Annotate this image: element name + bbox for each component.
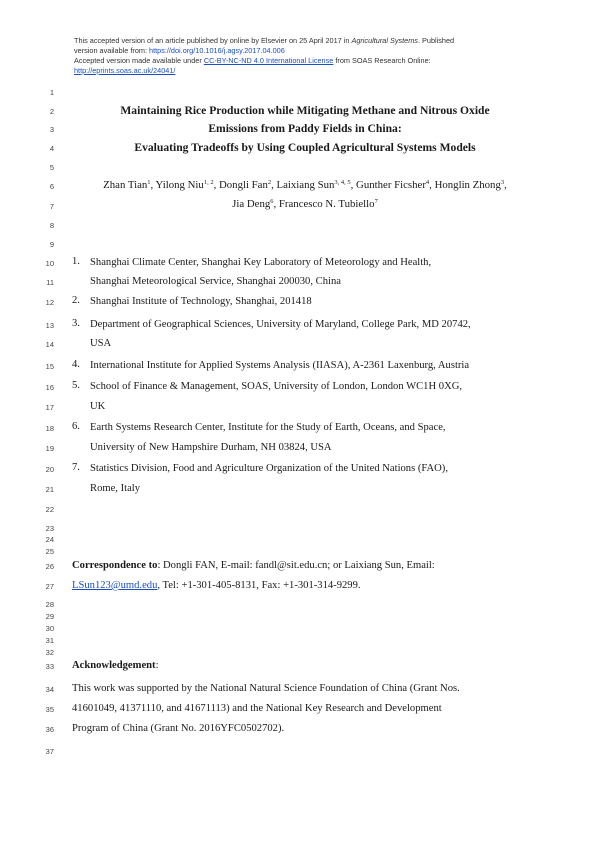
line-number: 9 [49, 240, 54, 249]
line-number: 1 [49, 88, 54, 97]
publication-notice [74, 36, 544, 76]
author-affiliation-mark: 7 [374, 198, 378, 205]
notice-text: version available from: [74, 46, 150, 55]
author-affiliation-mark: 4 [425, 179, 430, 186]
affiliation-text: International Institute for Applied Systems Analysis (IIASA), A-2361 Laxenburg, Austria [90, 360, 470, 371]
notice-text: from SOAS Research Online: [333, 56, 431, 65]
line-number: 2 [49, 107, 54, 116]
notice-line-4 [74, 66, 544, 76]
notice-text: Accepted version made available under [74, 56, 204, 65]
license-link[interactable]: CC-BY-NC-ND 4.0 International License [203, 56, 334, 65]
line-number: 18 [45, 424, 54, 433]
notice-line-1 [74, 36, 544, 46]
affiliation-number: 4. [72, 359, 80, 370]
author-name: , Francesco N. Tubiello [273, 198, 375, 210]
line-number: 14 [45, 340, 54, 349]
journal-name: Agricultural Systems [351, 36, 418, 45]
line-number: 26 [45, 562, 54, 571]
line-number: 29 [45, 612, 54, 621]
author-name: , Yilong Niu [150, 179, 204, 191]
affiliation-text: University of New Hampshire Durham, NH 03824, USA [90, 442, 332, 453]
line-number: 21 [45, 485, 54, 494]
author-name: , Honglin Zhong [429, 179, 501, 191]
affiliation-number: 7. [72, 462, 80, 473]
line-number: 12 [45, 298, 54, 307]
eprints-link[interactable]: http://eprints.soas.ac.uk/24041/ [74, 66, 176, 75]
affiliation-text: Shanghai Meteorological Service, Shanghai 200030, China [90, 276, 341, 287]
line-number: 10 [45, 259, 54, 268]
affiliation-text: School of Finance & Management, SOAS, University of London, London WC1H 0XG, [90, 381, 463, 392]
doi-link[interactable]: https://doi.org/10.1016/j.agsy.2017.04.006 [149, 46, 285, 55]
correspondence-line-2 [72, 579, 361, 592]
author-affiliation-mark: 1 [147, 179, 151, 186]
line-number: 33 [45, 662, 54, 671]
line-number: 5 [49, 163, 54, 172]
affiliation-text: USA [90, 338, 112, 349]
paper-title-line-3: Evaluating Tradeoffs by Using Coupled Agricultural Systems Models [134, 141, 476, 154]
correspondence-text: , Tel: +1-301-405-8131, Fax: +1-301-314-9299. [157, 580, 361, 591]
line-number: 19 [45, 444, 54, 453]
affiliation-text: Earth Systems Research Center, Institute for the Study of Earth, Oceans, and Space, [90, 422, 446, 433]
author-name: , Laixiang Sun [271, 179, 335, 191]
line-number: 24 [45, 535, 54, 544]
correspondence-label: Correspondence to [72, 560, 158, 571]
line-number: 17 [45, 403, 54, 412]
acknowledgement-text: 41601049, 41371110, and 41671113) and the National Key Research and Development [72, 703, 442, 714]
notice-line-3 [74, 56, 544, 66]
line-number: 32 [45, 648, 54, 657]
acknowledgement-heading [72, 659, 159, 672]
line-number: 15 [45, 362, 54, 371]
affiliation-text: Statistics Division, Food and Agriculture Organization of the United Nations (FAO), [90, 463, 448, 474]
line-number: 25 [45, 547, 54, 556]
email-link[interactable]: LSun123@umd.edu [72, 580, 158, 591]
affiliation-text: Shanghai Institute of Technology, Shanghai, 201418 [90, 296, 312, 307]
author-name: , Gunther Ficsher [350, 179, 426, 191]
line-number: 31 [45, 636, 54, 645]
line-number: 28 [45, 600, 54, 609]
affiliation-text: Department of Geographical Sciences, University of Maryland, College Park, MD 20742, [90, 319, 471, 330]
line-number: 11 [46, 278, 54, 287]
line-number: 3 [49, 125, 54, 134]
acknowledgement-label: Acknowledgement [72, 660, 156, 671]
affiliation-text: UK [90, 401, 106, 412]
affiliation-number: 1. [72, 256, 80, 267]
correspondence-line-1 [72, 559, 435, 572]
line-number: 37 [45, 747, 54, 756]
paper-title-line-2: Emissions from Paddy Fields in China: [208, 122, 402, 135]
line-number: 20 [45, 465, 54, 474]
acknowledgement-text: This work was supported by the National Natural Science Foundation of China (Grant Nos. [72, 683, 460, 694]
author-affiliation-mark: 3, 4, 5 [334, 179, 351, 186]
author-name: Zhan Tian [103, 179, 148, 191]
line-number: 27 [45, 582, 54, 591]
author-affiliation-mark: 2 [267, 179, 272, 186]
author-affiliation-mark: 1, 2 [203, 179, 214, 186]
affiliation-number: 6. [72, 421, 80, 432]
author-name: Jia Deng [232, 198, 271, 210]
line-number: 4 [49, 144, 54, 153]
line-number: 22 [45, 505, 54, 514]
line-number: 8 [49, 221, 54, 230]
line-number: 30 [45, 624, 54, 633]
notice-text: . Published [417, 36, 455, 45]
acknowledgement-text: Program of China (Grant No. 2016YFC0502702). [72, 723, 285, 734]
author-list-line-1 [70, 179, 540, 192]
author-affiliation-mark: 6 [270, 198, 274, 205]
affiliation-number: 5. [72, 380, 80, 391]
line-number: 6 [49, 182, 54, 191]
author-list-line-2 [70, 198, 540, 211]
affiliation-text: Shanghai Climate Center, Shanghai Key Laboratory of Meteorology and Health, [90, 257, 432, 268]
correspondence-text: : Dongli FAN, E-mail: fandl@sit.edu.cn; or Laixiang Sun, Email: [157, 560, 435, 571]
line-number: 23 [45, 524, 54, 533]
line-number: 34 [45, 685, 54, 694]
line-number: 13 [45, 321, 54, 330]
affiliation-number: 2. [72, 295, 80, 306]
acknowledgement-colon: : [155, 660, 159, 671]
line-number: 7 [49, 202, 54, 211]
notice-text: This accepted version of an article published by online by Elsevier on 25 April 2017 in [74, 36, 352, 45]
author-separator: , [504, 179, 507, 191]
paper-title-line-1: Maintaining Rice Production while Mitigating Methane and Nitrous Oxide [120, 104, 490, 117]
notice-line-2 [74, 46, 544, 56]
line-number: 36 [45, 725, 54, 734]
line-number: 35 [45, 705, 54, 714]
line-number: 16 [45, 383, 54, 392]
author-name: , Dongli Fan [213, 179, 268, 191]
affiliation-number: 3. [72, 318, 80, 329]
affiliation-text: Rome, Italy [90, 483, 141, 494]
author-affiliation-mark: 3 [500, 179, 505, 186]
